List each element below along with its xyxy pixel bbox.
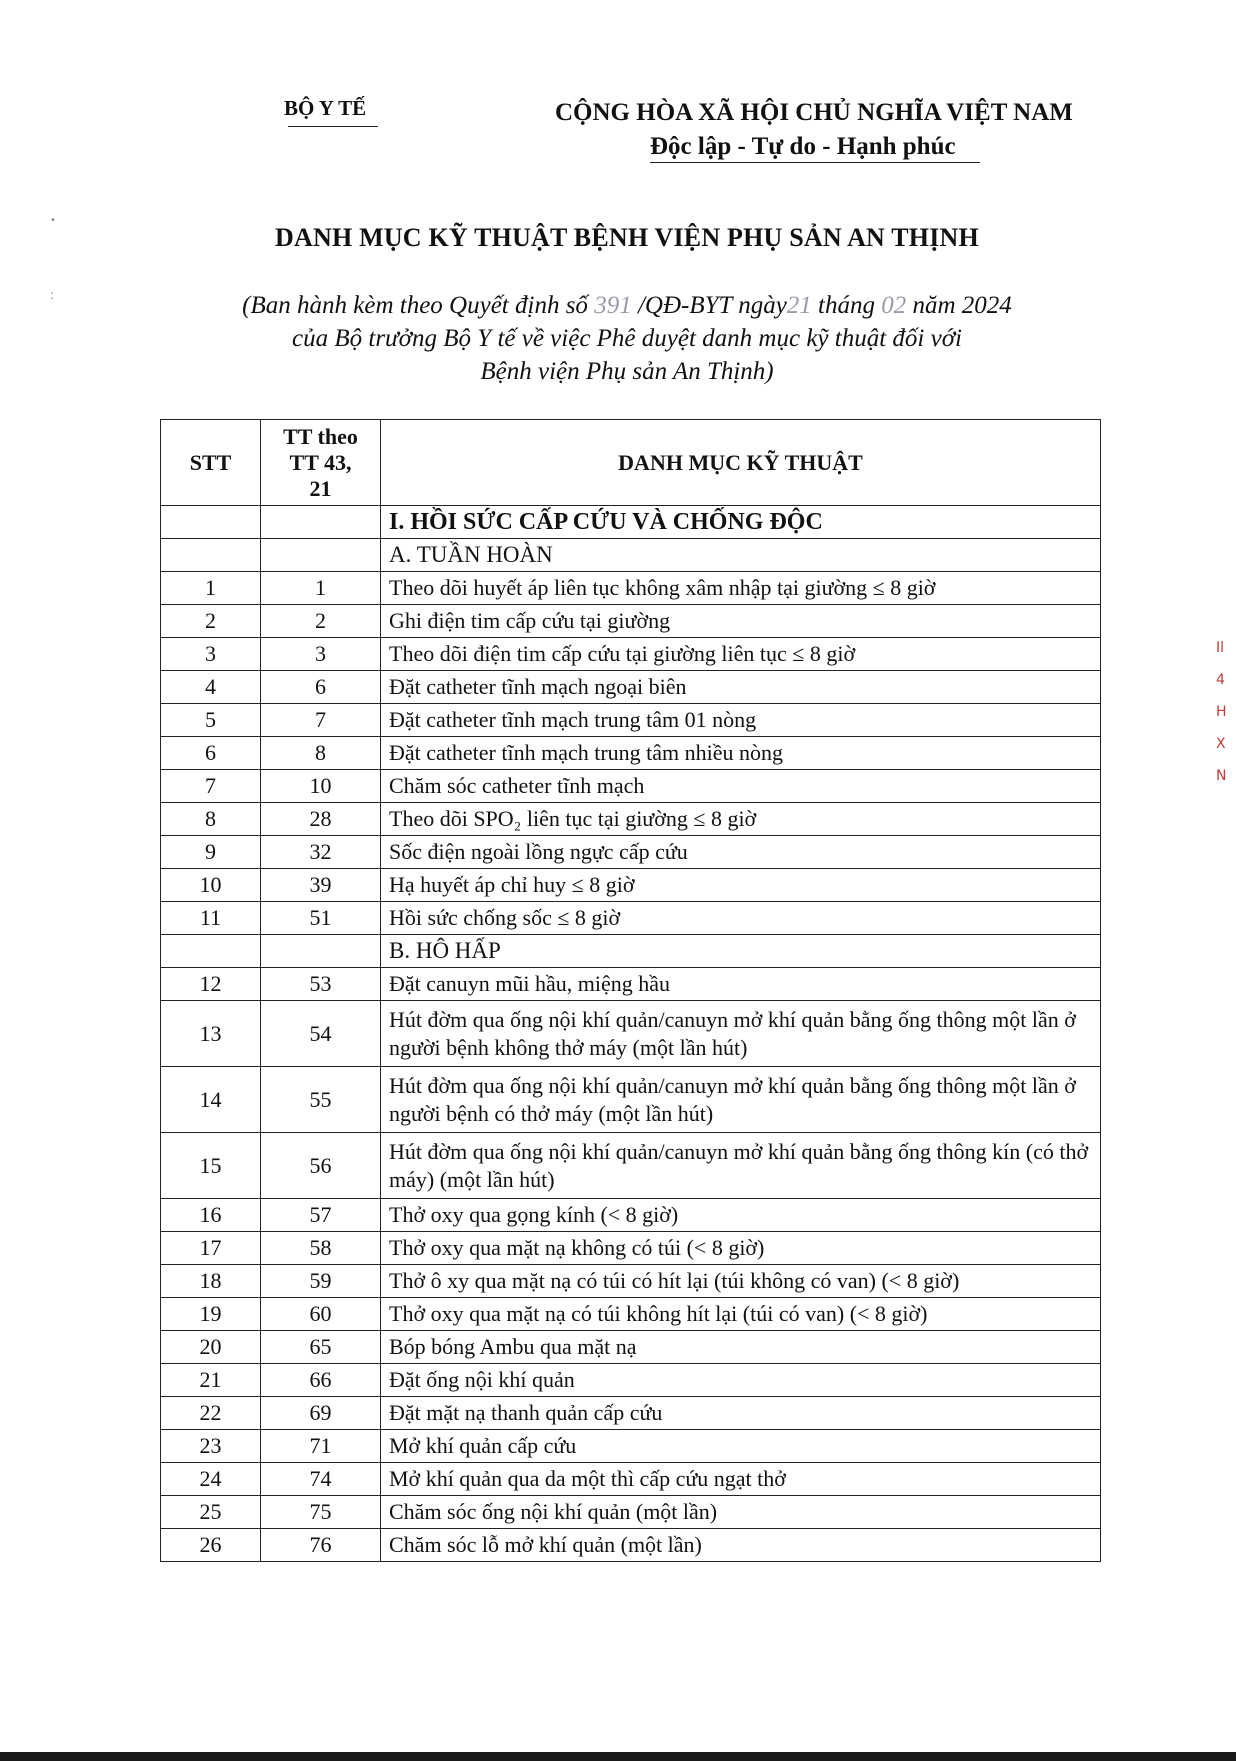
row-technique: Thở oxy qua mặt nạ có túi không hít lại (túi có van) (< 8 giờ) <box>381 1298 1101 1331</box>
row-technique: Hút đờm qua ống nội khí quản/canuyn mở khí quản bằng ống thông một lần ở người bệnh không thở máy (một lần hút) <box>381 1001 1101 1067</box>
row-stt: 7 <box>161 770 261 803</box>
nation-name: CỘNG HÒA XÃ HỘI CHỦ NGHĨA VIỆT NAM <box>555 99 1073 126</box>
group-row <box>161 935 1101 968</box>
header-tt-line-3: 21 <box>309 475 332 501</box>
technique-table <box>160 419 1101 1562</box>
row-stt: 22 <box>161 1397 261 1430</box>
row-technique: Chăm sóc lỗ mở khí quản (một lần) <box>381 1529 1101 1562</box>
row-technique: Theo dõi điện tim cấp cứu tại giường liên tục ≤ 8 giờ <box>381 638 1101 671</box>
table-row <box>161 1232 1101 1265</box>
row-tt: 53 <box>261 968 381 1001</box>
row-stt: 4 <box>161 671 261 704</box>
table-row <box>161 770 1101 803</box>
section-title: I. HỒI SỨC CẤP CỨU VÀ CHỐNG ĐỘC <box>381 506 1101 539</box>
subtitle-text-b: /QĐ-BYT ngày <box>637 292 787 319</box>
row-technique: Sốc điện ngoài lồng ngực cấp cứu <box>381 836 1101 869</box>
header-technique-name: DANH MỤC KỸ THUẬT <box>381 420 1101 506</box>
scan-edge <box>0 1752 1236 1761</box>
row-stt: 6 <box>161 737 261 770</box>
header-stt: STT <box>161 420 261 506</box>
row-tt: 3 <box>261 638 381 671</box>
row-technique: Hồi sức chống sốc ≤ 8 giờ <box>381 902 1101 935</box>
stamp-edge-fragment: Il 4 H X N <box>1216 640 1227 784</box>
row-tt: 69 <box>261 1397 381 1430</box>
table-row <box>161 1133 1101 1199</box>
row-stt: 24 <box>161 1463 261 1496</box>
row-tt: 71 <box>261 1430 381 1463</box>
margin-dot: : <box>50 288 55 302</box>
row-technique: Đặt catheter tĩnh mạch trung tâm 01 nòng <box>381 704 1101 737</box>
table-row <box>161 572 1101 605</box>
row-stt: 13 <box>161 1001 261 1067</box>
row-tt: 75 <box>261 1496 381 1529</box>
row-technique: Đặt mặt nạ thanh quản cấp cứu <box>381 1397 1101 1430</box>
table-row <box>161 1496 1101 1529</box>
row-technique: Đặt catheter tĩnh mạch trung tâm nhiều nòng <box>381 737 1101 770</box>
table-row <box>161 1067 1101 1133</box>
row-tt: 7 <box>261 704 381 737</box>
row-tt: 56 <box>261 1133 381 1199</box>
table-row <box>161 902 1101 935</box>
row-stt: 21 <box>161 1364 261 1397</box>
row-technique: Thở ô xy qua mặt nạ có túi có hít lại (túi không có van) (< 8 giờ) <box>381 1265 1101 1298</box>
subtitle-line-1 <box>18 289 1236 322</box>
row-technique: Hút đờm qua ống nội khí quản/canuyn mở khí quản bằng ống thông một lần ở người bệnh có thở máy (một lần hút) <box>381 1067 1101 1133</box>
margin-dot: • <box>50 215 56 226</box>
row-tt: 39 <box>261 869 381 902</box>
row-tt: 6 <box>261 671 381 704</box>
table-row <box>161 1430 1101 1463</box>
table-row <box>161 803 1101 836</box>
subtitle-text-c: tháng <box>818 292 875 319</box>
table-row <box>161 1265 1101 1298</box>
national-motto: Độc lập - Tự do - Hạnh phúc <box>650 133 956 160</box>
row-tt: 57 <box>261 1199 381 1232</box>
row-tt: 54 <box>261 1001 381 1067</box>
row-stt: 14 <box>161 1067 261 1133</box>
document-subtitle <box>0 289 1236 388</box>
row-tt: 76 <box>261 1529 381 1562</box>
subtitle-text-d: năm 2024 <box>912 292 1012 319</box>
header-tt-line-1: TT theo <box>283 423 358 449</box>
row-stt: 25 <box>161 1496 261 1529</box>
decision-month: 02 <box>881 292 907 319</box>
row-tt: 28 <box>261 803 381 836</box>
row-stt: 11 <box>161 902 261 935</box>
table-row <box>161 1298 1101 1331</box>
row-tt: 59 <box>261 1265 381 1298</box>
row-stt: 17 <box>161 1232 261 1265</box>
row-tt: 51 <box>261 902 381 935</box>
row-stt: 26 <box>161 1529 261 1562</box>
table-row <box>161 737 1101 770</box>
table-row <box>161 671 1101 704</box>
table-row <box>161 605 1101 638</box>
document-title: DANH MỤC KỸ THUẬT BỆNH VIỆN PHỤ SẢN AN THỊNH <box>275 223 979 252</box>
row-technique: Chăm sóc ống nội khí quản (một lần) <box>381 1496 1101 1529</box>
table-row <box>161 1364 1101 1397</box>
row-stt: 12 <box>161 968 261 1001</box>
row-tt: 10 <box>261 770 381 803</box>
row-technique: Theo dõi SPO₂ liên tục tại giường ≤ 8 giờ <box>381 803 1101 836</box>
row-tt: 60 <box>261 1298 381 1331</box>
row-stt: 15 <box>161 1133 261 1199</box>
row-tt: 32 <box>261 836 381 869</box>
row-technique: Đặt canuyn mũi hầu, miệng hầu <box>381 968 1101 1001</box>
row-stt: 19 <box>161 1298 261 1331</box>
group-title: B. HÔ HẤP <box>381 935 1101 968</box>
row-tt: 55 <box>261 1067 381 1133</box>
ministry-underline <box>288 126 378 127</box>
group-row <box>161 539 1101 572</box>
table-row <box>161 1199 1101 1232</box>
motto-underline <box>650 162 980 163</box>
row-stt: 1 <box>161 572 261 605</box>
table-row <box>161 1529 1101 1562</box>
row-stt: 20 <box>161 1331 261 1364</box>
row-stt: 5 <box>161 704 261 737</box>
row-stt: 3 <box>161 638 261 671</box>
row-technique: Bóp bóng Ambu qua mặt nạ <box>381 1331 1101 1364</box>
table-row <box>161 1331 1101 1364</box>
row-technique: Đặt catheter tĩnh mạch ngoại biên <box>381 671 1101 704</box>
table-row <box>161 704 1101 737</box>
row-technique: Chăm sóc catheter tĩnh mạch <box>381 770 1101 803</box>
row-stt: 16 <box>161 1199 261 1232</box>
group-title: A. TUẦN HOÀN <box>381 539 1101 572</box>
row-tt: 74 <box>261 1463 381 1496</box>
subtitle-line-3: Bệnh viện Phụ sản An Thịnh) <box>480 358 774 385</box>
row-stt: 23 <box>161 1430 261 1463</box>
section-row <box>161 506 1101 539</box>
row-technique: Theo dõi huyết áp liên tục không xâm nhập tại giường ≤ 8 giờ <box>381 572 1101 605</box>
row-technique: Ghi điện tim cấp cứu tại giường <box>381 605 1101 638</box>
row-stt: 18 <box>161 1265 261 1298</box>
table-row <box>161 638 1101 671</box>
decision-number: 391 <box>594 292 632 319</box>
row-stt: 8 <box>161 803 261 836</box>
table-row <box>161 836 1101 869</box>
row-tt: 58 <box>261 1232 381 1265</box>
table-row <box>161 869 1101 902</box>
subtitle-line-2: của Bộ trưởng Bộ Y tế về việc Phê duyệt danh mục kỹ thuật đối với <box>292 325 962 352</box>
table-row <box>161 1001 1101 1067</box>
ministry-name: BỘ Y TẾ <box>284 96 367 120</box>
table-row <box>161 968 1101 1001</box>
row-technique: Thở oxy qua gọng kính (< 8 giờ) <box>381 1199 1101 1232</box>
row-stt: 9 <box>161 836 261 869</box>
header-tt <box>261 420 381 506</box>
row-stt: 10 <box>161 869 261 902</box>
subtitle-text-a: (Ban hành kèm theo Quyết định số <box>242 292 588 319</box>
row-tt: 2 <box>261 605 381 638</box>
table-row <box>161 1397 1101 1430</box>
row-tt: 66 <box>261 1364 381 1397</box>
decision-day: 21 <box>786 292 812 319</box>
table-row <box>161 1463 1101 1496</box>
row-technique: Mở khí quản cấp cứu <box>381 1430 1101 1463</box>
row-technique: Mở khí quản qua da một thì cấp cứu ngạt thở <box>381 1463 1101 1496</box>
row-stt: 2 <box>161 605 261 638</box>
row-technique: Thở oxy qua mặt nạ không có túi (< 8 giờ) <box>381 1232 1101 1265</box>
row-tt: 1 <box>261 572 381 605</box>
table-body <box>161 506 1101 1562</box>
row-technique: Đặt ống nội khí quản <box>381 1364 1101 1397</box>
header-tt-line-2: TT 43, <box>289 449 352 475</box>
row-technique: Hạ huyết áp chỉ huy ≤ 8 giờ <box>381 869 1101 902</box>
row-technique: Hút đờm qua ống nội khí quản/canuyn mở khí quản bằng ống thông kín (có thở máy) (một lần hút) <box>381 1133 1101 1199</box>
row-tt: 8 <box>261 737 381 770</box>
row-tt: 65 <box>261 1331 381 1364</box>
table-header-row <box>161 420 1101 506</box>
